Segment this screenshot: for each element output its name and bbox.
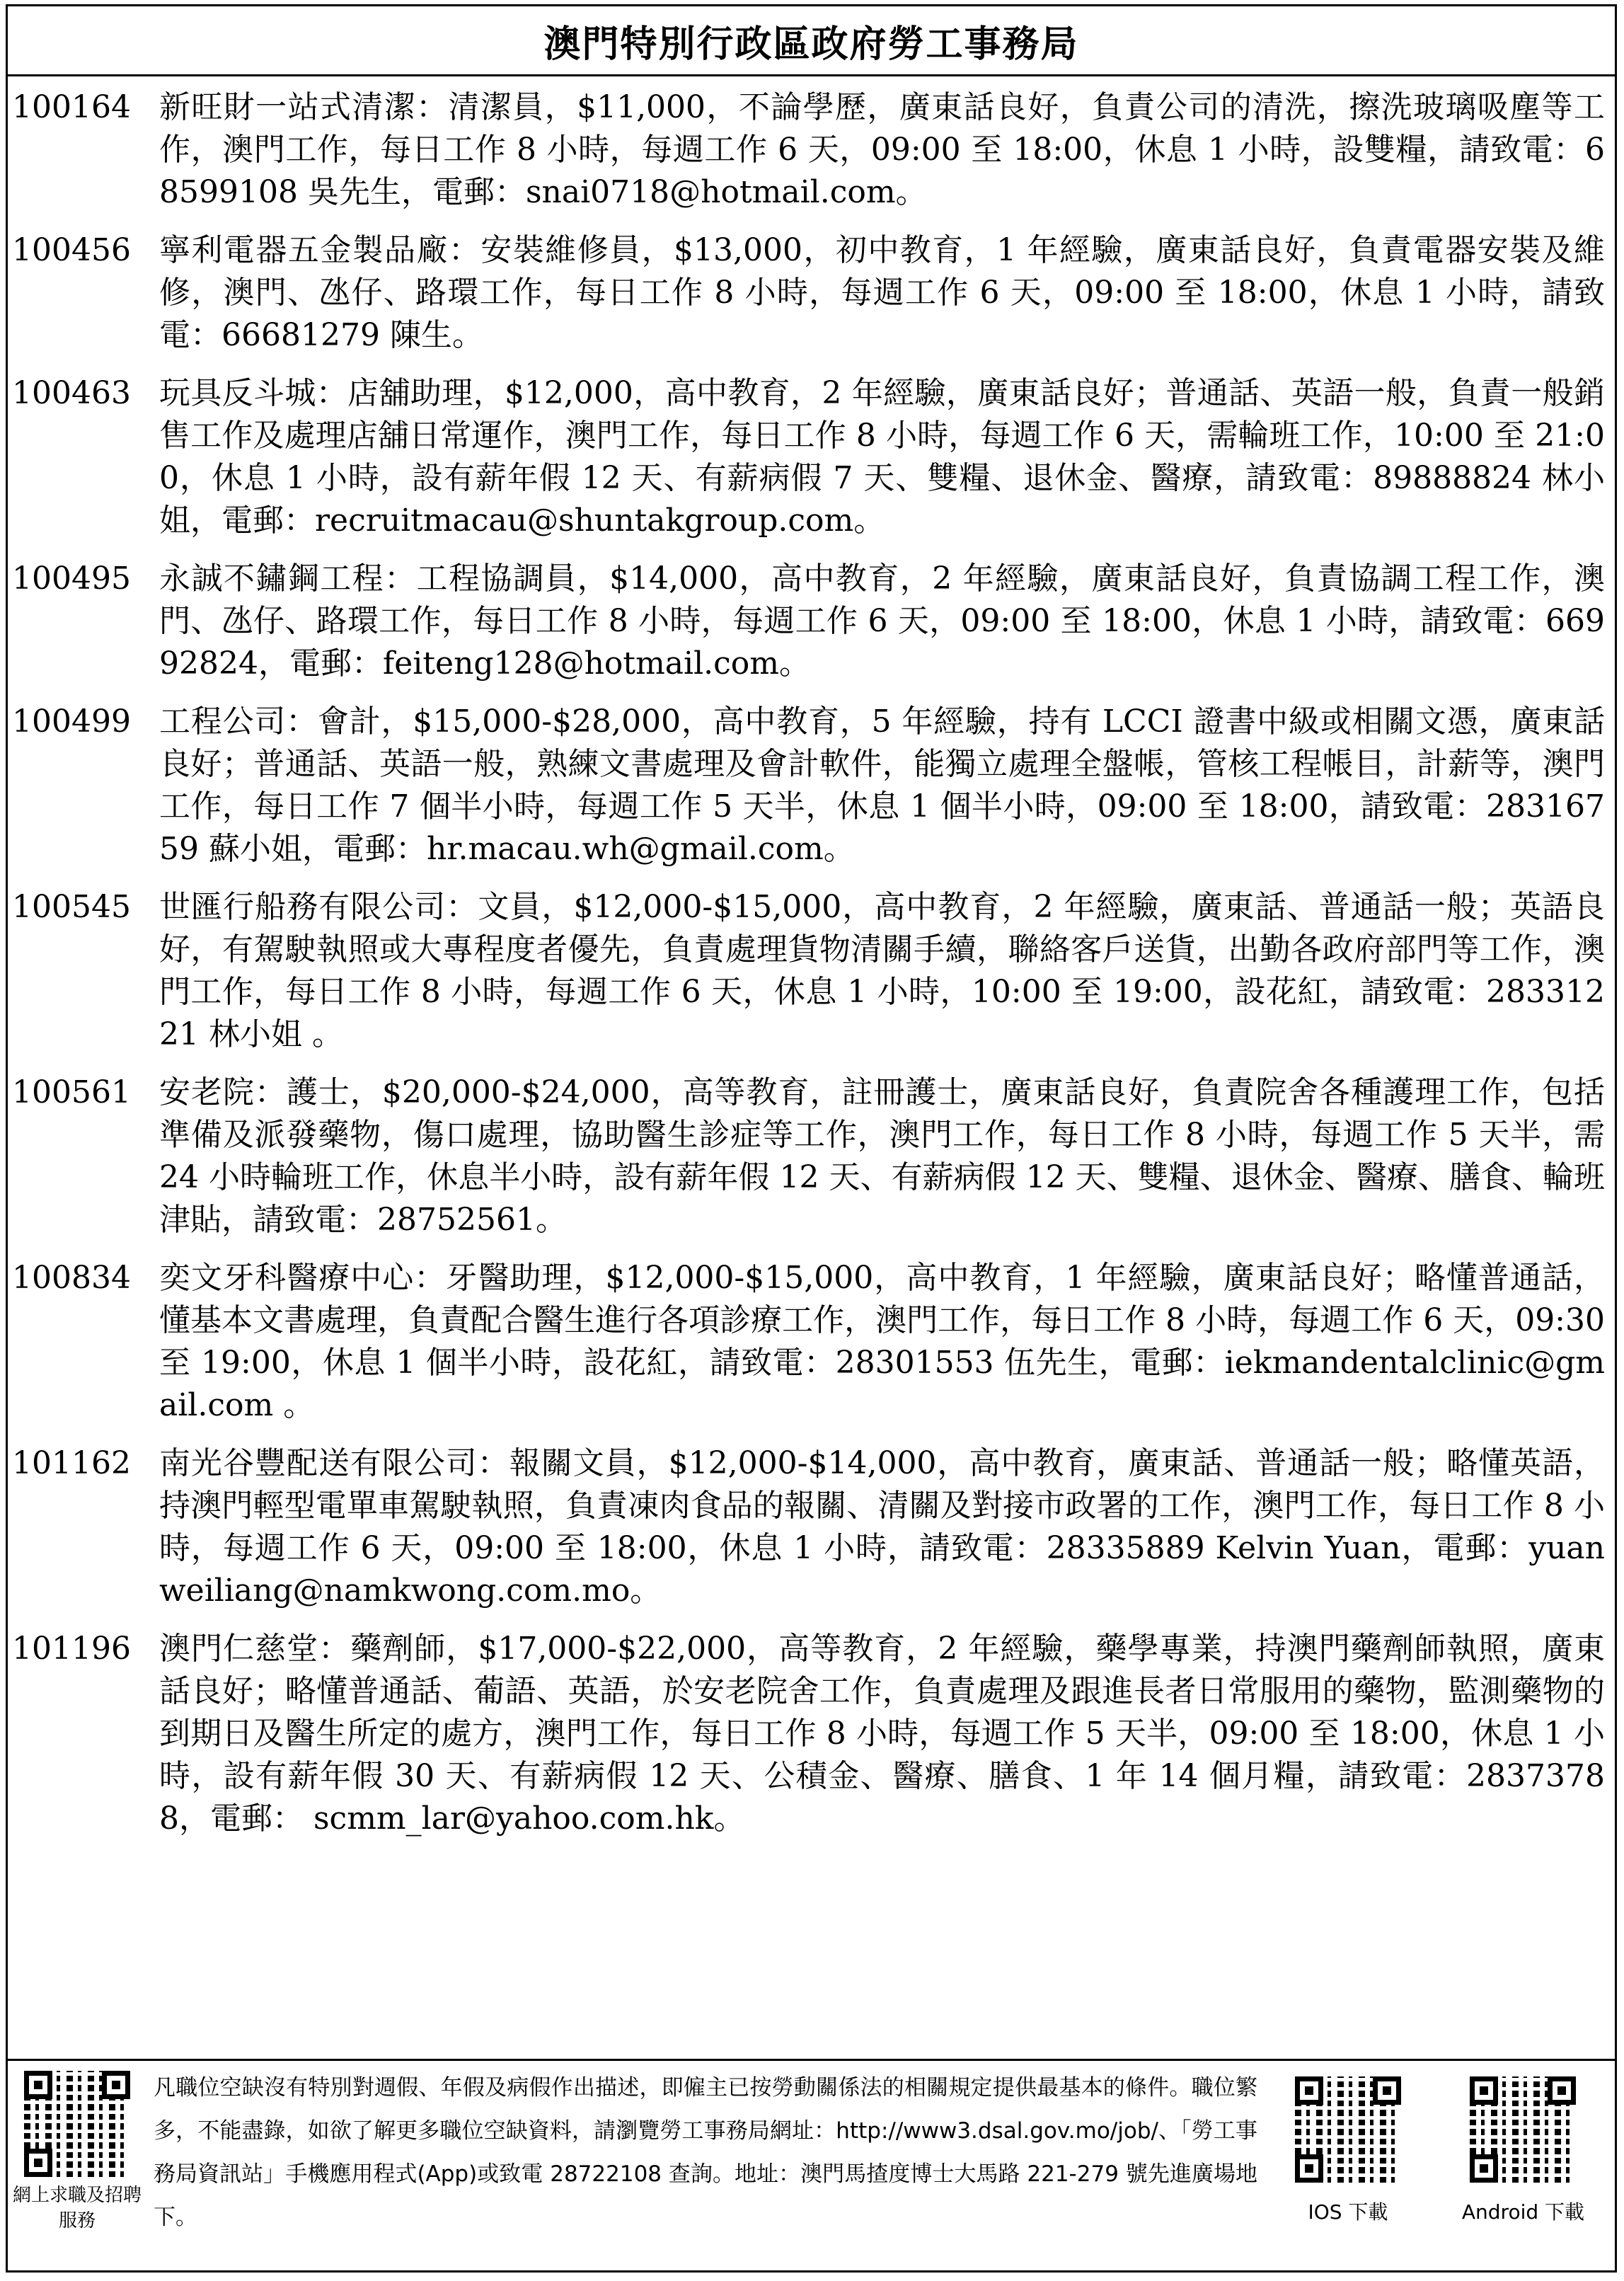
- qr-caption: 網上求職及招聘服務: [12, 2185, 142, 2231]
- job-description: 世匯行船務有限公司：文員，$12,000-$15,000，高中教育，2 年經驗，廣東話、普通話一般；英語良好，有駕駛執照或大專程度者優先，負責處理貨物清關手續，聯絡客戶送貨，出勤各政府部門等工作，澳門工作，每日工作 8 小時，每週工作 6 天，休息 1 小時，10:00 至 19:00，設花紅，請致電：28331221 林小姐 。: [159, 889, 1605, 1052]
- job-description: 新旺財一站式清潔：清潔員，$11,000，不論學歷，廣東話良好，負責公司的清洗，擦洗玻璃吸塵等工作，澳門工作，每日工作 8 小時，每週工作 6 天，09:00 至 18:00，休息 1 小時，設雙糧，請致電：68599108 吳先生，電郵：snai0718@hotmail.com。: [159, 89, 1605, 210]
- job-listing: [12, 886, 1608, 1056]
- job-id: 100463: [12, 375, 131, 411]
- job-description: 寧利電器五金製品廠：安裝維修員，$13,000，初中教育，1 年經驗，廣東話良好，負責電器安裝及維修，澳門、氹仔、路環工作，每日工作 8 小時，每週工作 6 天，09:00 至 18:00，休息 1 小時，請致電：66681279 陳生。: [159, 232, 1605, 353]
- job-listings: [8, 76, 1615, 1840]
- android-caption: Android 下載: [1461, 2200, 1585, 2224]
- qr-code-icon[interactable]: [24, 2071, 130, 2177]
- job-listing: [12, 701, 1608, 871]
- page-title: 澳門特別行政區政府勞工事務局: [8, 6, 1615, 76]
- job-id: 100164: [12, 89, 131, 125]
- job-notice-page: [6, 4, 1617, 2273]
- job-listing: [12, 372, 1608, 542]
- android-download[interactable]: [1462, 2076, 1584, 2225]
- ios-download[interactable]: [1295, 2076, 1401, 2225]
- job-id: 100561: [12, 1074, 131, 1110]
- job-id: 100456: [12, 232, 131, 268]
- job-description: 工程公司：會計，$15,000-$28,000，高中教育，5 年經驗，持有 LCCI 證書中級或相關文憑，廣東話良好；普通話、英語一般，熟練文書處理及會計軟件，能獨立處理全盤帳，管核工程帳目，計薪等，澳門工作，每日工作 7 個半小時，每週工作 5 天半，休息 1 個半小時，09:00 至 18:00，請致電：28316759 蘇小姐，電郵：hr.macau.wh@gmail.com。: [159, 703, 1605, 867]
- job-listing: [12, 1257, 1608, 1427]
- app-download-block: [1265, 2061, 1615, 2270]
- job-listing: [12, 558, 1608, 685]
- footer-note: 凡職位空缺沒有特別對週假、年假及病假作出描述，即僱主已按勞動關係法的相關規定提供最基本的條件。職位繁多，不能盡錄，如欲了解更多職位空缺資料，請瀏覽勞工事務局網址：http://www3.dsal.gov.mo/job/、「勞工事務局資訊站」手機應用程式(App)或致電 28722108 查詢。地址：澳門馬揸度博士大馬路 221-279 號先進廣場地下。: [154, 2075, 1257, 2230]
- job-description: 安老院：護士，$20,000-$24,000，高等教育，註冊護士，廣東話良好，負責院舍各種護理工作，包括準備及派發藥物，傷口處理，協助醫生診症等工作，澳門工作，每日工作 8 小時，每週工作 5 天半，需 24 小時輪班工作，休息半小時，設有薪年假 12 天、有薪病假 12 天、雙糧、退休金、醫療、膳食、輪班津貼，請致電：28752561。: [159, 1074, 1605, 1238]
- job-id: 100499: [12, 703, 131, 740]
- job-listing: [12, 1442, 1608, 1612]
- job-description: 玩具反斗城：店舖助理，$12,000，高中教育，2 年經驗，廣東話良好；普通話、英語一般，負責一般銷售工作及處理店舖日常運作，澳門工作，每日工作 8 小時，每週工作 6 天，需輪班工作，10:00 至 21:00，休息 1 小時，設有薪年假 12 天、有薪病假 7 天、雙糧、退休金、醫療，請致電：89888824 林小姐，電郵：recruitmacau@shuntakgroup.com。: [159, 375, 1605, 539]
- job-description: 澳門仁慈堂：藥劑師，$17,000-$22,000，高等教育，2 年經驗，藥學專業，持澳門藥劑師執照，廣東話良好；略懂普通話、葡語、英語，於安老院舍工作，負責處理及跟進長者日常服用的藥物，監測藥物的到期日及醫生所定的處方，澳門工作，每日工作 8 小時，每週工作 5 天半，09:00 至 18:00，休息 1 小時，設有薪年假 30 天、有薪病假 12 天、公積金、醫療、膳食、1 年 14 個月糧，請致電：28373788，電郵： scmm_lar@yahoo.com.hk。: [159, 1631, 1605, 1837]
- job-listing: [12, 86, 1608, 214]
- job-listing: [12, 1628, 1608, 1840]
- job-listing: [12, 229, 1608, 357]
- job-description: 南光谷豐配送有限公司：報關文員，$12,000-$14,000，高中教育，廣東話、普通話一般；略懂英語，持澳門輕型電單車駕駛執照，負責凍肉食品的報關、清關及對接市政署的工作，澳門工作，每日工作 8 小時，每週工作 6 天，09:00 至 18:00，休息 1 小時，請致電：28335889 Kelvin Yuan，電郵：yuanweiliang@namkwong.com.mo。: [159, 1445, 1605, 1609]
- ios-qr-code-icon[interactable]: [1295, 2076, 1401, 2183]
- job-id: 100834: [12, 1260, 131, 1296]
- ios-caption: IOS 下載: [1308, 2200, 1388, 2224]
- android-qr-code-icon[interactable]: [1470, 2076, 1576, 2183]
- job-id: 100545: [12, 889, 131, 925]
- job-service-qr-block: [8, 2061, 146, 2270]
- footer: [8, 2059, 1615, 2270]
- job-id: 100495: [12, 561, 131, 597]
- job-id: 101162: [12, 1445, 131, 1481]
- job-description: 奕文牙科醫療中心：牙醫助理，$12,000-$15,000，高中教育，1 年經驗，廣東話良好；略懂普通話，懂基本文書處理，負責配合醫生進行各項診療工作，澳門工作，每日工作 8 小時，每週工作 6 天，09:30 至 19:00，休息 1 個半小時，設花紅，請致電：28301553 伍先生，電郵：iekmandentalclinic@gmail.com 。: [159, 1260, 1605, 1423]
- job-listing: [12, 1071, 1608, 1241]
- job-description: 永誠不鏽鋼工程：工程協調員，$14,000，高中教育，2 年經驗，廣東話良好，負責協調工程工作，澳門、氹仔、路環工作，每日工作 8 小時，每週工作 6 天，09:00 至 18:00，休息 1 小時，請致電：66992824，電郵：feiteng128@hotmail.com。: [159, 561, 1605, 682]
- job-id: 101196: [12, 1631, 131, 1667]
